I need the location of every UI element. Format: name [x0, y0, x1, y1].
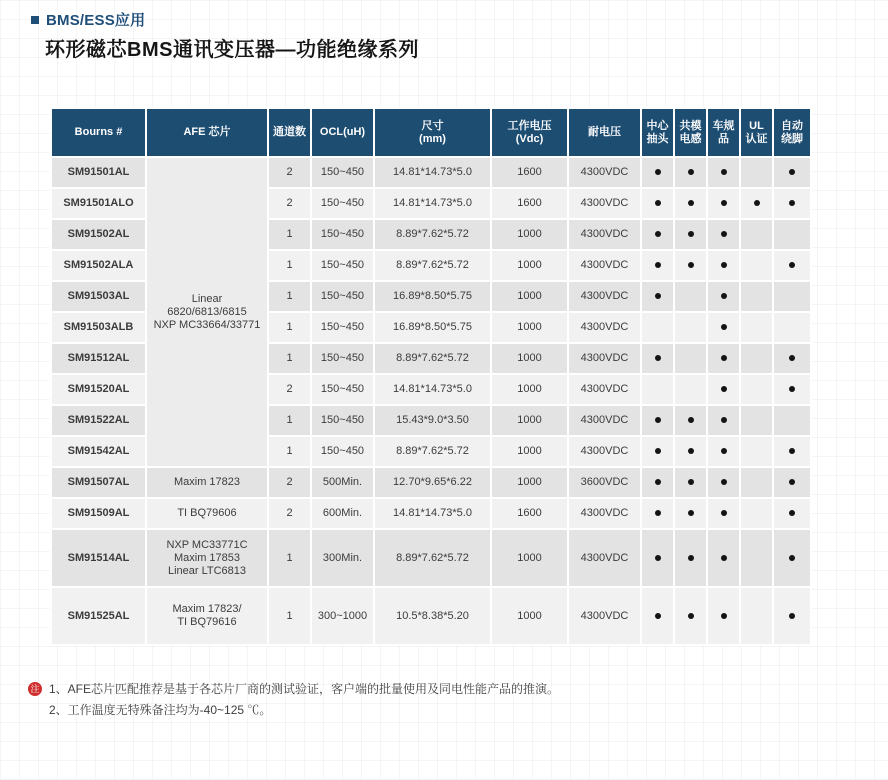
afe-chip-cell: TI BQ79606 — [146, 498, 268, 529]
feature-dot-cell — [773, 374, 811, 405]
feature-dot-cell — [773, 188, 811, 219]
feature-dot-cell — [773, 157, 811, 188]
feature-dot-cell — [707, 188, 740, 219]
feature-dot — [655, 479, 661, 485]
channels-cell: 1 — [268, 587, 311, 645]
column-header: Bourns # — [51, 108, 146, 157]
afe-chip-cell: NXP MC33771C Maxim 17853 Linear LTC6813 — [146, 529, 268, 587]
feature-dot-cell — [740, 467, 773, 498]
feature-dot — [789, 555, 795, 561]
column-header: 通道数 — [268, 108, 311, 157]
feature-dot-cell — [674, 436, 707, 467]
feature-dot — [655, 231, 661, 237]
afe-chip-cell: Maxim 17823 — [146, 467, 268, 498]
feature-dot-cell — [740, 157, 773, 188]
working-voltage-cell: 1600 — [491, 498, 568, 529]
size-cell: 16.89*8.50*5.75 — [374, 281, 491, 312]
feature-dot — [655, 448, 661, 454]
feature-dot-cell — [707, 529, 740, 587]
feature-dot-cell — [641, 405, 674, 436]
feature-dot-cell — [641, 281, 674, 312]
size-cell: 12.70*9.65*6.22 — [374, 467, 491, 498]
feature-dot — [721, 479, 727, 485]
column-header: 自动 绕脚 — [773, 108, 811, 157]
ocl-cell: 500Min. — [311, 467, 374, 498]
feature-dot-cell — [707, 498, 740, 529]
feature-dot-cell — [740, 436, 773, 467]
ocl-cell: 150~450 — [311, 374, 374, 405]
part-number-cell: SM91522AL — [51, 405, 146, 436]
section-bullet-icon — [31, 16, 39, 24]
feature-dot-cell — [674, 312, 707, 343]
feature-dot-cell — [674, 374, 707, 405]
feature-dot — [655, 613, 661, 619]
withstand-voltage-cell: 3600VDC — [568, 467, 641, 498]
feature-dot-cell — [641, 157, 674, 188]
feature-dot — [789, 613, 795, 619]
feature-dot-cell — [641, 374, 674, 405]
feature-dot-cell — [740, 312, 773, 343]
feature-dot-cell — [740, 374, 773, 405]
feature-dot — [789, 448, 795, 454]
feature-dot — [721, 169, 727, 175]
feature-dot-cell — [773, 343, 811, 374]
feature-dot-cell — [674, 157, 707, 188]
withstand-voltage-cell: 4300VDC — [568, 250, 641, 281]
channels-cell: 2 — [268, 498, 311, 529]
withstand-voltage-cell: 4300VDC — [568, 587, 641, 645]
feature-dot-cell — [740, 250, 773, 281]
feature-dot-cell — [773, 281, 811, 312]
part-number-cell: SM91512AL — [51, 343, 146, 374]
feature-dot — [721, 510, 727, 516]
column-header: 工作电压 (Vdc) — [491, 108, 568, 157]
feature-dot — [789, 510, 795, 516]
feature-dot-cell — [773, 587, 811, 645]
feature-dot-cell — [773, 498, 811, 529]
feature-dot — [655, 417, 661, 423]
ocl-cell: 300~1000 — [311, 587, 374, 645]
feature-dot — [688, 613, 694, 619]
part-number-cell: SM91501ALO — [51, 188, 146, 219]
feature-dot-cell — [707, 587, 740, 645]
feature-dot — [721, 200, 727, 206]
feature-dot — [655, 200, 661, 206]
channels-cell: 1 — [268, 219, 311, 250]
feature-dot — [655, 169, 661, 175]
working-voltage-cell: 1000 — [491, 467, 568, 498]
feature-dot — [721, 613, 727, 619]
withstand-voltage-cell: 4300VDC — [568, 281, 641, 312]
withstand-voltage-cell: 4300VDC — [568, 312, 641, 343]
working-voltage-cell: 1000 — [491, 374, 568, 405]
working-voltage-cell: 1000 — [491, 587, 568, 645]
feature-dot-cell — [641, 219, 674, 250]
column-header: 车规 品 — [707, 108, 740, 157]
size-cell: 14.81*14.73*5.0 — [374, 374, 491, 405]
ocl-cell: 150~450 — [311, 219, 374, 250]
working-voltage-cell: 1000 — [491, 529, 568, 587]
size-cell: 14.81*14.73*5.0 — [374, 498, 491, 529]
working-voltage-cell: 1000 — [491, 436, 568, 467]
working-voltage-cell: 1000 — [491, 219, 568, 250]
feature-dot — [789, 262, 795, 268]
ocl-cell: 150~450 — [311, 343, 374, 374]
feature-dot-cell — [773, 312, 811, 343]
feature-dot-cell — [707, 436, 740, 467]
part-number-cell: SM91507AL — [51, 467, 146, 498]
feature-dot-cell — [707, 312, 740, 343]
part-number-cell: SM91502ALA — [51, 250, 146, 281]
afe-chip-cell: Maxim 17823/ TI BQ79616 — [146, 587, 268, 645]
feature-dot-cell — [674, 529, 707, 587]
feature-dot — [721, 355, 727, 361]
feature-dot-cell — [773, 250, 811, 281]
feature-dot-cell — [773, 405, 811, 436]
feature-dot-cell — [641, 529, 674, 587]
feature-dot — [655, 262, 661, 268]
feature-dot — [655, 510, 661, 516]
channels-cell: 2 — [268, 374, 311, 405]
product-table — [50, 107, 812, 646]
size-cell: 8.89*7.62*5.72 — [374, 436, 491, 467]
table-row — [51, 529, 811, 587]
ocl-cell: 150~450 — [311, 157, 374, 188]
page-title: 环形磁芯BMS通讯变压器—功能绝缘系列 — [45, 39, 419, 61]
feature-dot-cell — [641, 343, 674, 374]
withstand-voltage-cell: 4300VDC — [568, 343, 641, 374]
feature-dot-cell — [674, 498, 707, 529]
channels-cell: 1 — [268, 436, 311, 467]
column-header: OCL(uH) — [311, 108, 374, 157]
channels-cell: 2 — [268, 467, 311, 498]
feature-dot-cell — [641, 250, 674, 281]
size-cell: 14.81*14.73*5.0 — [374, 157, 491, 188]
table-row — [51, 587, 811, 645]
feature-dot — [655, 355, 661, 361]
ocl-cell: 150~450 — [311, 188, 374, 219]
feature-dot-cell — [740, 498, 773, 529]
column-header: 尺寸 (mm) — [374, 108, 491, 157]
withstand-voltage-cell: 4300VDC — [568, 374, 641, 405]
size-cell: 8.89*7.62*5.72 — [374, 250, 491, 281]
feature-dot-cell — [773, 219, 811, 250]
table-row — [51, 157, 811, 188]
ocl-cell: 150~450 — [311, 436, 374, 467]
ocl-cell: 150~450 — [311, 312, 374, 343]
feature-dot-cell — [740, 587, 773, 645]
ocl-cell: 150~450 — [311, 281, 374, 312]
feature-dot — [688, 200, 694, 206]
feature-dot — [789, 386, 795, 392]
part-number-cell: SM91520AL — [51, 374, 146, 405]
channels-cell: 1 — [268, 405, 311, 436]
part-number-cell: SM91509AL — [51, 498, 146, 529]
feature-dot-cell — [707, 467, 740, 498]
feature-dot — [688, 555, 694, 561]
feature-dot — [688, 231, 694, 237]
part-number-cell: SM91503AL — [51, 281, 146, 312]
column-header: AFE 芯片 — [146, 108, 268, 157]
feature-dot-cell — [641, 312, 674, 343]
feature-dot — [754, 200, 760, 206]
feature-dot — [655, 293, 661, 299]
feature-dot-cell — [641, 436, 674, 467]
size-cell: 10.5*8.38*5.20 — [374, 587, 491, 645]
feature-dot-cell — [641, 188, 674, 219]
feature-dot — [721, 262, 727, 268]
feature-dot-cell — [707, 219, 740, 250]
feature-dot — [688, 448, 694, 454]
feature-dot — [688, 510, 694, 516]
withstand-voltage-cell: 4300VDC — [568, 405, 641, 436]
feature-dot-cell — [674, 587, 707, 645]
feature-dot-cell — [707, 343, 740, 374]
feature-dot-cell — [641, 467, 674, 498]
note-line: 1、AFE芯片匹配推荐是基于各芯片厂商的测试验证，客户端的批量使用及同电性能产品的推演。 — [49, 682, 560, 696]
feature-dot — [789, 169, 795, 175]
feature-dot-cell — [740, 529, 773, 587]
part-number-cell: SM91502AL — [51, 219, 146, 250]
feature-dot — [721, 386, 727, 392]
feature-dot — [721, 293, 727, 299]
working-voltage-cell: 1600 — [491, 188, 568, 219]
feature-dot-cell — [674, 250, 707, 281]
feature-dot-cell — [740, 405, 773, 436]
feature-dot-cell — [674, 467, 707, 498]
table-row — [51, 498, 811, 529]
channels-cell: 2 — [268, 188, 311, 219]
size-cell: 8.89*7.62*5.72 — [374, 219, 491, 250]
channels-cell: 1 — [268, 312, 311, 343]
part-number-cell: SM91501AL — [51, 157, 146, 188]
feature-dot-cell — [773, 436, 811, 467]
feature-dot-cell — [773, 467, 811, 498]
feature-dot — [688, 479, 694, 485]
feature-dot-cell — [674, 281, 707, 312]
working-voltage-cell: 1000 — [491, 343, 568, 374]
feature-dot-cell — [641, 498, 674, 529]
size-cell: 15.43*9.0*3.50 — [374, 405, 491, 436]
working-voltage-cell: 1000 — [491, 281, 568, 312]
feature-dot — [721, 324, 727, 330]
withstand-voltage-cell: 4300VDC — [568, 529, 641, 587]
size-cell: 16.89*8.50*5.75 — [374, 312, 491, 343]
section-header — [31, 9, 145, 30]
channels-cell: 1 — [268, 250, 311, 281]
feature-dot — [655, 555, 661, 561]
working-voltage-cell: 1600 — [491, 157, 568, 188]
feature-dot-cell — [674, 219, 707, 250]
feature-dot — [789, 355, 795, 361]
feature-dot — [688, 262, 694, 268]
feature-dot-cell — [740, 188, 773, 219]
afe-chip-cell: Linear 6820/6813/6815 NXP MC33664/33771 — [146, 157, 268, 467]
ocl-cell: 600Min. — [311, 498, 374, 529]
feature-dot — [789, 200, 795, 206]
feature-dot — [688, 169, 694, 175]
feature-dot-cell — [707, 157, 740, 188]
withstand-voltage-cell: 4300VDC — [568, 219, 641, 250]
part-number-cell: SM91542AL — [51, 436, 146, 467]
section-label: BMS/ESS应用 — [46, 12, 146, 29]
working-voltage-cell: 1000 — [491, 312, 568, 343]
feature-dot-cell — [674, 188, 707, 219]
channels-cell: 1 — [268, 529, 311, 587]
feature-dot-cell — [674, 343, 707, 374]
column-header: UL 认证 — [740, 108, 773, 157]
feature-dot-cell — [773, 529, 811, 587]
feature-dot — [721, 555, 727, 561]
column-header: 中心 抽头 — [641, 108, 674, 157]
size-cell: 14.81*14.73*5.0 — [374, 188, 491, 219]
ocl-cell: 150~450 — [311, 250, 374, 281]
working-voltage-cell: 1000 — [491, 405, 568, 436]
feature-dot — [721, 231, 727, 237]
channels-cell: 2 — [268, 157, 311, 188]
channels-cell: 1 — [268, 343, 311, 374]
feature-dot — [688, 417, 694, 423]
feature-dot-cell — [674, 405, 707, 436]
feature-dot-cell — [707, 405, 740, 436]
feature-dot-cell — [740, 343, 773, 374]
feature-dot-cell — [641, 587, 674, 645]
working-voltage-cell: 1000 — [491, 250, 568, 281]
feature-dot-cell — [707, 281, 740, 312]
feature-dot — [789, 479, 795, 485]
feature-dot — [721, 448, 727, 454]
column-header: 耐电压 — [568, 108, 641, 157]
notes — [28, 679, 559, 721]
withstand-voltage-cell: 4300VDC — [568, 436, 641, 467]
feature-dot-cell — [707, 250, 740, 281]
withstand-voltage-cell: 4300VDC — [568, 188, 641, 219]
channels-cell: 1 — [268, 281, 311, 312]
table-row — [51, 467, 811, 498]
note-lines — [49, 679, 559, 721]
note-line: 2、工作温度无特殊备注均为-40~125 ℃。 — [49, 703, 272, 717]
withstand-voltage-cell: 4300VDC — [568, 157, 641, 188]
part-number-cell: SM91503ALB — [51, 312, 146, 343]
column-header: 共模 电感 — [674, 108, 707, 157]
note-icon: 注 — [28, 682, 42, 696]
size-cell: 8.89*7.62*5.72 — [374, 529, 491, 587]
ocl-cell: 150~450 — [311, 405, 374, 436]
feature-dot-cell — [740, 281, 773, 312]
part-number-cell: SM91525AL — [51, 587, 146, 645]
withstand-voltage-cell: 4300VDC — [568, 498, 641, 529]
feature-dot-cell — [707, 374, 740, 405]
feature-dot — [721, 417, 727, 423]
table-header-row — [51, 108, 811, 157]
ocl-cell: 300Min. — [311, 529, 374, 587]
part-number-cell: SM91514AL — [51, 529, 146, 587]
feature-dot-cell — [740, 219, 773, 250]
size-cell: 8.89*7.62*5.72 — [374, 343, 491, 374]
